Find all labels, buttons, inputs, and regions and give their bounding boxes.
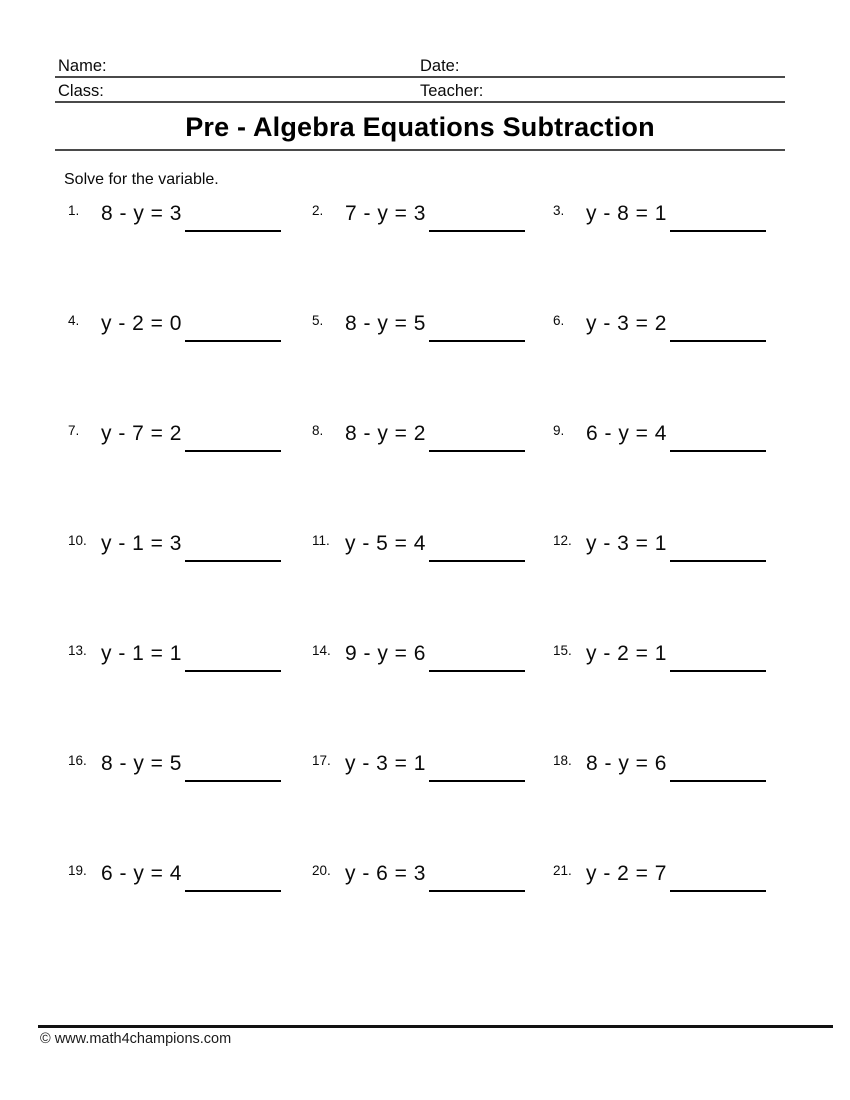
- answer-blank[interactable]: [429, 201, 525, 232]
- problem-number: 13.: [68, 643, 87, 658]
- problem-item-7: [68, 416, 312, 526]
- instruction-text: Solve for the variable.: [64, 171, 219, 188]
- problem-equation: 8 - y = 5: [345, 312, 426, 335]
- problem-equation: 8 - y = 2: [345, 422, 426, 445]
- problem-number: 12.: [553, 533, 572, 548]
- problem-item-3: [553, 196, 782, 306]
- footer-divider: [38, 1025, 833, 1028]
- answer-blank[interactable]: [185, 531, 281, 562]
- answer-blank[interactable]: [429, 421, 525, 452]
- problem-item-9: [553, 416, 782, 526]
- problem-number: 19.: [68, 863, 87, 878]
- problem-item-18: [553, 746, 782, 856]
- problem-number: 3.: [553, 203, 565, 218]
- problem-number: 11.: [312, 533, 330, 548]
- problem-equation: 6 - y = 4: [586, 422, 667, 445]
- problems-grid: [68, 196, 782, 966]
- answer-blank[interactable]: [185, 421, 281, 452]
- problem-item-5: [312, 306, 553, 416]
- problem-equation: y - 1 = 3: [101, 532, 182, 555]
- problem-equation: y - 3 = 2: [586, 312, 667, 335]
- problem-item-12: [553, 526, 782, 636]
- problem-item-17: [312, 746, 553, 856]
- answer-blank[interactable]: [185, 311, 281, 342]
- answer-blank[interactable]: [185, 641, 281, 672]
- problem-item-8: [312, 416, 553, 526]
- problem-equation: y - 2 = 0: [101, 312, 182, 335]
- problem-equation: 8 - y = 5: [101, 752, 182, 775]
- problem-number: 16.: [68, 753, 87, 768]
- worksheet-header: [55, 56, 785, 151]
- name-date-row: [55, 56, 785, 78]
- problem-item-15: [553, 636, 782, 746]
- answer-blank[interactable]: [185, 861, 281, 892]
- answer-blank[interactable]: [429, 641, 525, 672]
- name-label: Name:: [58, 57, 107, 75]
- problem-number: 5.: [312, 313, 324, 328]
- answer-blank[interactable]: [429, 311, 525, 342]
- problem-number: 20.: [312, 863, 331, 878]
- problem-item-2: [312, 196, 553, 306]
- problem-number: 9.: [553, 423, 565, 438]
- problem-item-1: [68, 196, 312, 306]
- answer-blank[interactable]: [429, 861, 525, 892]
- answer-blank[interactable]: [670, 201, 766, 232]
- problem-equation: 9 - y = 6: [345, 642, 426, 665]
- problem-item-13: [68, 636, 312, 746]
- problem-equation: y - 6 = 3: [345, 862, 426, 885]
- problem-item-11: [312, 526, 553, 636]
- problem-item-14: [312, 636, 553, 746]
- answer-blank[interactable]: [429, 531, 525, 562]
- answer-blank[interactable]: [670, 311, 766, 342]
- problem-item-6: [553, 306, 782, 416]
- problem-number: 18.: [553, 753, 572, 768]
- answer-blank[interactable]: [670, 751, 766, 782]
- problem-item-20: [312, 856, 553, 966]
- problem-equation: y - 5 = 4: [345, 532, 426, 555]
- problem-number: 7.: [68, 423, 80, 438]
- problem-equation: 8 - y = 3: [101, 202, 182, 225]
- problem-item-21: [553, 856, 782, 966]
- answer-blank[interactable]: [670, 641, 766, 672]
- title-block: [55, 112, 785, 151]
- problem-equation: y - 8 = 1: [586, 202, 667, 225]
- problem-number: 14.: [312, 643, 331, 658]
- problem-number: 4.: [68, 313, 80, 328]
- problem-number: 1.: [68, 203, 80, 218]
- problem-number: 2.: [312, 203, 324, 218]
- problem-equation: y - 1 = 1: [101, 642, 182, 665]
- problem-equation: 8 - y = 6: [586, 752, 667, 775]
- class-teacher-row: [55, 81, 785, 103]
- page-title: Pre - Algebra Equations Subtraction: [185, 112, 655, 142]
- copyright-text: © www.math4champions.com: [40, 1031, 232, 1047]
- answer-blank[interactable]: [185, 751, 281, 782]
- problem-number: 17.: [312, 753, 331, 768]
- problem-equation: y - 2 = 1: [586, 642, 667, 665]
- problem-number: 15.: [553, 643, 572, 658]
- teacher-label: Teacher:: [420, 82, 484, 100]
- problem-number: 21.: [553, 863, 572, 878]
- answer-blank[interactable]: [185, 201, 281, 232]
- problem-equation: y - 7 = 2: [101, 422, 182, 445]
- problem-equation: y - 3 = 1: [586, 532, 667, 555]
- problem-item-16: [68, 746, 312, 856]
- problem-number: 8.: [312, 423, 324, 438]
- answer-blank[interactable]: [429, 751, 525, 782]
- problem-number: 6.: [553, 313, 565, 328]
- class-label: Class:: [58, 82, 104, 100]
- problem-equation: 7 - y = 3: [345, 202, 426, 225]
- answer-blank[interactable]: [670, 531, 766, 562]
- problem-item-10: [68, 526, 312, 636]
- problem-equation: y - 3 = 1: [345, 752, 426, 775]
- answer-blank[interactable]: [670, 421, 766, 452]
- answer-blank[interactable]: [670, 861, 766, 892]
- date-label: Date:: [420, 57, 460, 75]
- problem-equation: y - 2 = 7: [586, 862, 667, 885]
- problem-item-4: [68, 306, 312, 416]
- problem-equation: 6 - y = 4: [101, 862, 182, 885]
- problem-item-19: [68, 856, 312, 966]
- problem-number: 10.: [68, 533, 87, 548]
